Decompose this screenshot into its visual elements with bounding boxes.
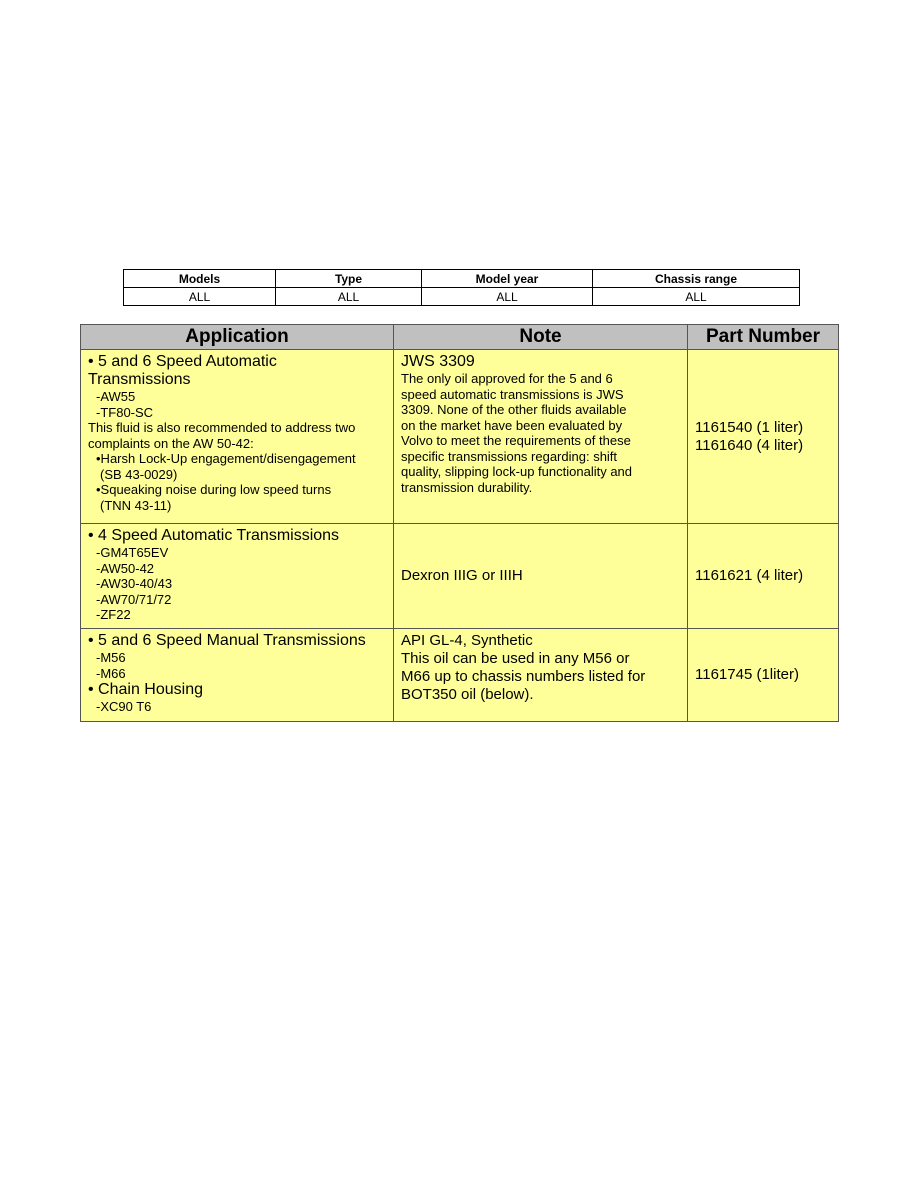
application-text: This fluid is also recommended to address two: [88, 420, 356, 435]
note-title: API GL-4, Synthetic: [401, 632, 533, 649]
note-line: The only oil approved for the 5 and 6: [401, 371, 613, 386]
note-title: JWS 3309: [401, 353, 475, 370]
model-item: -AW50-42: [96, 560, 155, 576]
part-number: 1161640 (4 liter): [695, 436, 804, 454]
header-type: Type: [276, 270, 422, 288]
note-line: This oil can be used in any M56 or: [401, 650, 630, 667]
note-line: on the market have been evaluated by: [401, 417, 623, 433]
summary-table: [123, 269, 800, 306]
type-value: ALL: [276, 288, 422, 306]
application-text: complaints on the AW 50-42:: [88, 435, 254, 451]
note-title: Dexron IIIG or IIIH: [401, 567, 523, 585]
note-line: specific transmissions regarding: shift: [401, 448, 618, 464]
model-item: -XC90 T6: [96, 699, 152, 714]
note-line: M66 up to chassis numbers listed for: [401, 668, 646, 685]
note-cell: [394, 524, 688, 629]
header-model-year: Model year: [422, 270, 593, 288]
part-number-cell: [688, 524, 839, 629]
application-title: • 5 and 6 Speed Automatic: [88, 353, 277, 370]
part-number: 1161745 (1liter): [695, 666, 799, 683]
application-cell: [81, 350, 394, 524]
part-number: 1161621 (4 liter): [695, 567, 804, 584]
note-line: BOT350 oil (below).: [401, 686, 534, 703]
header-part-number: Part Number: [688, 325, 839, 350]
models-value: ALL: [124, 288, 276, 306]
note-line: 3309. None of the other fluids available: [401, 402, 627, 417]
model-item: -TF80-SC: [96, 404, 154, 420]
chassis-range-value: ALL: [593, 288, 800, 306]
model-item: -ZF22: [96, 607, 131, 622]
application-table: [80, 324, 839, 722]
header-note: Note: [394, 325, 688, 350]
table-row: [81, 350, 839, 524]
application-title: Transmissions: [88, 371, 191, 388]
header-chassis-range: Chassis range: [593, 270, 800, 288]
note-cell: [394, 629, 688, 722]
note-line: Volvo to meet the requirements of these: [401, 433, 631, 448]
note-line: transmission durability.: [401, 479, 533, 495]
application-cell: [81, 629, 394, 722]
part-number-cell: [688, 629, 839, 722]
application-title: • Chain Housing: [88, 681, 203, 698]
model-year-value: ALL: [422, 288, 593, 306]
model-item: -AW70/71/72: [96, 591, 172, 607]
header-models: Models: [124, 270, 276, 288]
part-number: 1161540 (1 liter): [695, 418, 804, 436]
complaint-item: •Harsh Lock-Up engagement/disengagement: [96, 451, 356, 466]
application-title: • 4 Speed Automatic Transmissions: [88, 527, 340, 544]
application-cell: [81, 524, 394, 629]
model-item: -AW55: [96, 389, 136, 404]
table-row: [81, 524, 839, 629]
model-item: -GM4T65EV: [96, 545, 169, 560]
table-row: [81, 629, 839, 722]
complaint-ref: (SB 43-0029): [100, 466, 178, 482]
model-item: -M66: [96, 665, 126, 681]
note-line: quality, slipping lock-up functionality and: [401, 464, 633, 479]
model-item: -M56: [96, 650, 126, 665]
note-cell: [394, 350, 688, 524]
complaint-item: •Squeaking noise during low speed turns: [96, 482, 332, 497]
application-title: • 5 and 6 Speed Manual Transmissions: [88, 632, 366, 649]
part-number-cell: [688, 350, 839, 524]
note-line: speed automatic transmissions is JWS: [401, 386, 624, 402]
complaint-ref: (TNN 43-11): [100, 497, 172, 513]
model-item: -AW30-40/43: [96, 576, 173, 591]
header-application: Application: [81, 325, 394, 350]
